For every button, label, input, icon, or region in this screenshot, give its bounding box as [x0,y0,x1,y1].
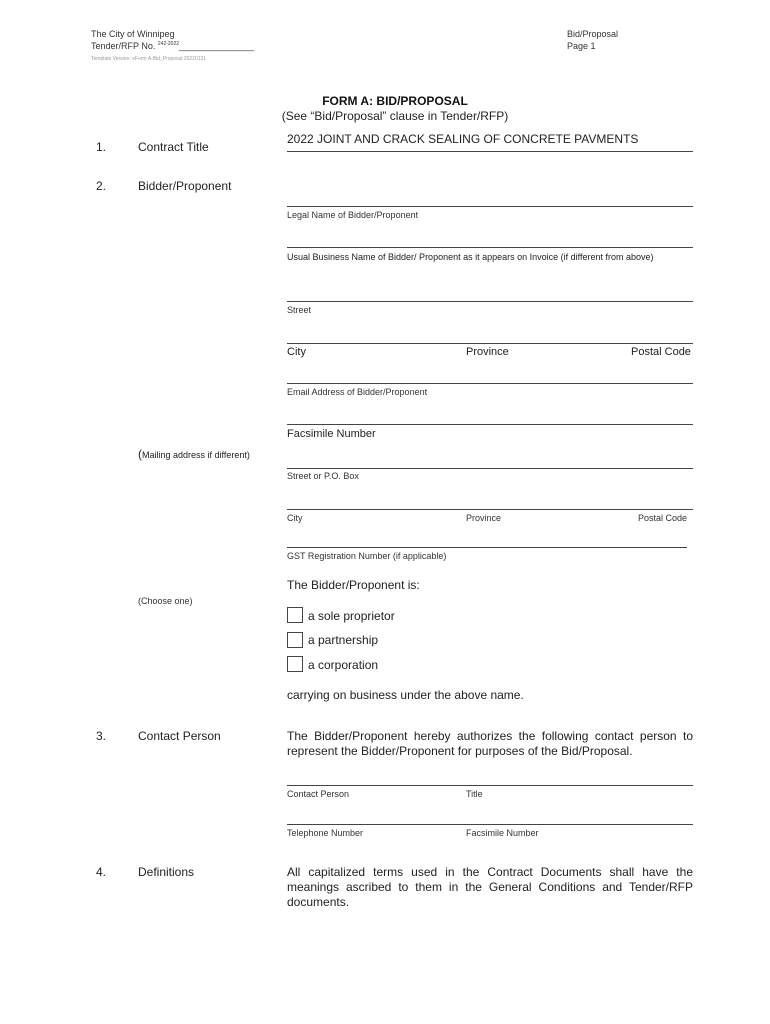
legal-name-label: Legal Name of Bidder/Proponent [287,210,419,220]
contact-facsimile-label: Facsimile Number [466,828,539,838]
contact-authorization-text: The Bidder/Proponent hereby authorizes the following contact person to represent the Bidder/Proponent for purposes of the Bid/Proposal. [287,729,693,758]
corporation-label: a corporation [308,658,379,672]
sole-proprietor-label: a sole proprietor [308,609,395,623]
usual-name-label: Usual Business Name of Bidder/ Proponent as it appears on Invoice (if different from above) [287,252,654,262]
city2-line[interactable] [287,509,693,510]
contract-title-value: 2022 JOINT AND CRACK SEALING OF CONCRETE PAVMENTS [287,132,639,146]
section-4-label: Definitions [138,865,195,879]
usual-name-line[interactable] [287,247,693,248]
gst-label: GST Registration Number (if applicable) [287,551,447,561]
tender-blank: _______________ [179,41,255,51]
section-4-number: 4. [96,865,107,879]
header-page: Page 1 [567,41,596,51]
facsimile-line[interactable] [287,424,693,425]
section-2-label: Bidder/Proponent [138,179,232,193]
mailing-text: Mailing address if different) [142,450,250,460]
tender-label: Tender/RFP No. [91,41,156,51]
province-label: Province [466,346,509,358]
gst-line[interactable] [287,547,687,548]
header-tender [91,40,254,54]
section-1-number: 1. [96,140,107,154]
partnership-label: a partnership [308,633,379,647]
section-3-label: Contact Person [138,729,221,743]
facsimile-label: Facsimile Number [287,428,376,440]
partnership-checkbox[interactable] [287,632,303,648]
tender-number: 242-2022 [157,41,180,47]
header-city: The City of Winnipeg [91,29,175,39]
legal-name-line[interactable] [287,206,693,207]
city-label: City [287,346,306,358]
form-subtitle: (See “Bid/Proposal” clause in Tender/RFP) [281,109,509,123]
contact-title-label: Title [466,789,483,799]
telephone-label: Telephone Number [287,828,364,838]
mailing-paren: ( [138,447,142,461]
email-label: Email Address of Bidder/Proponent [287,387,428,397]
contact-person-label: Contact Person [287,789,350,799]
province2-label: Province [466,513,502,523]
section-3-number: 3. [96,729,107,743]
section-2-number: 2. [96,179,107,193]
header-doc-type: Bid/Proposal [567,29,619,39]
template-version: Template Version: eForm A-Bid_Proposal 20220131 [91,56,207,62]
bidder-is-label: The Bidder/Proponent is: [287,578,420,592]
postal-code2-label: Postal Code [638,513,688,523]
email-line[interactable] [287,383,693,384]
carrying-on-text: carrying on business under the above name. [287,688,524,702]
section-1-label: Contract Title [138,140,209,154]
street-po-line[interactable] [287,468,693,469]
contract-title-line[interactable] [287,151,693,152]
contact-person-line[interactable] [287,785,693,786]
postal-code-label: Postal Code [631,346,691,358]
telephone-line[interactable] [287,824,693,825]
form-title: FORM A: BID/PROPOSAL [322,94,468,108]
choose-one-label: (Choose one) [138,596,193,606]
corporation-checkbox[interactable] [287,656,303,672]
definitions-text: All capitalized terms used in the Contract Documents shall have the meanings ascribed to them in the General Conditions and Tender/RFP documents. [287,865,693,909]
city-line[interactable] [287,343,693,344]
sole-proprietor-checkbox[interactable] [287,607,303,623]
street-po-label: Street or P.O. Box [287,471,359,481]
city2-label: City [287,513,303,523]
mailing-address-note [138,447,250,461]
street-label: Street [287,305,312,315]
street-line[interactable] [287,301,693,302]
